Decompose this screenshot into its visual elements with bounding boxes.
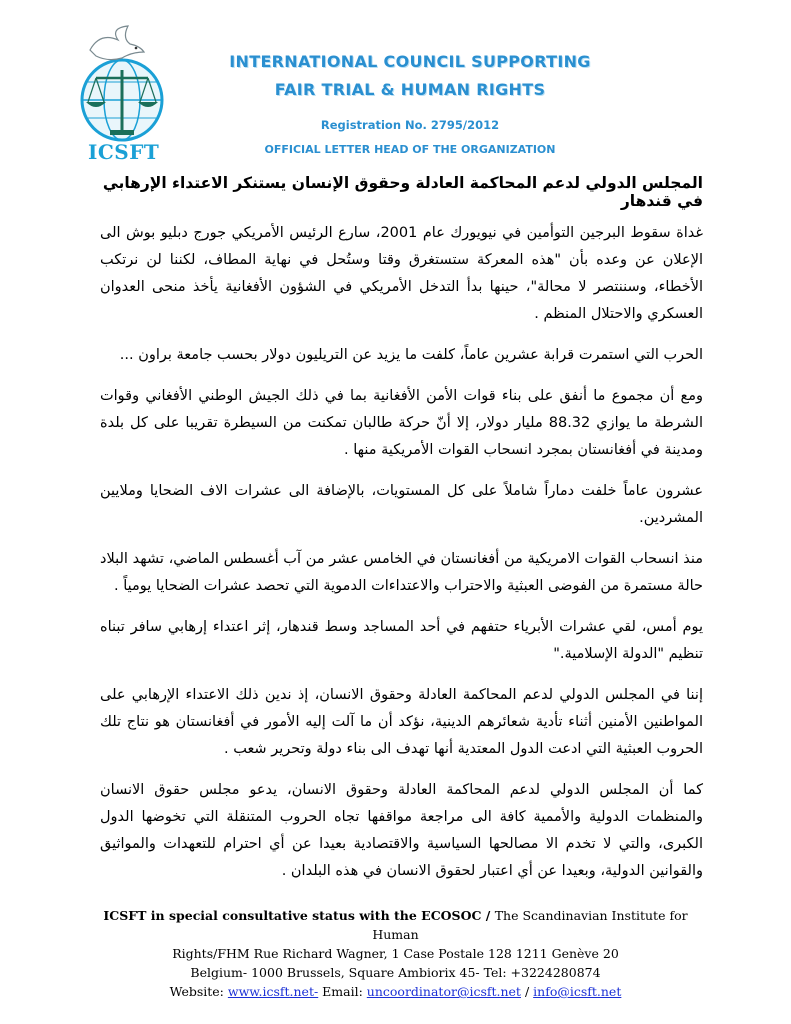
email-label: Email: bbox=[318, 984, 367, 999]
footer-line-1 bbox=[80, 906, 711, 944]
website-link[interactable]: www.icsft.net- bbox=[227, 984, 319, 999]
email-link-info[interactable]: info@icsft.net bbox=[533, 984, 622, 999]
email-separator: / bbox=[520, 984, 534, 999]
email-link-coordinator[interactable]: uncoordinator@icsft.net bbox=[366, 984, 521, 999]
website-label: Website: bbox=[169, 984, 228, 999]
paragraph: يوم أمس، لقي عشرات الأبرياء حتفهم في أحد المساجد وسط قندهار، إثر اعتداء إرهابي سافر تبناه تنظيم "الدولة الإسلامية." bbox=[100, 619, 703, 662]
footer-contact bbox=[80, 982, 711, 1001]
letter-footer bbox=[80, 906, 711, 1001]
letterhead-caption: OFFICIAL LETTER HEAD OF THE ORGANIZATION bbox=[264, 143, 556, 156]
paragraph: عشرون عاماً خلفت دماراً شاملاً على كل المستويات، بالإضافة الى عشرات الاف الضحايا وملايين المشردين. bbox=[100, 483, 703, 526]
paragraph: منذ انسحاب القوات الامريكية من أفغانستان في الخامس عشر من آب أغسطس الماضي، تشهد البلاد حالة مستمرة من الفوضى العبثية والاحتراب والاعتداءات الدموية التي تحصد عشرات الضحايا يومياً . bbox=[100, 551, 703, 594]
org-name-line2: FAIR TRIAL & HUMAN RIGHTS bbox=[274, 80, 546, 99]
paragraph: ومع أن مجموع ما أنفق على بناء قوات الأمن الأفغانية بما في ذلك الجيش الوطني الأفغاني وقوات الشرطة ما يوازي 88.32 مليار دولار، إلا أنّ حركة طالبان تمكنت من السيطرة تقريبا على كل بلدة ومدينة في أفغانستان بمجرد انسحاب القوات الأمريكية منها . bbox=[100, 388, 704, 458]
paragraph: إننا في المجلس الدولي لدعم المحاكمة العادلة وحقوق الانسان، إذ ندين ذلك الاعتداء الإرهابي على المواطنين الأمنين أثناء تأدية شعائرهم الدينية، نؤكد أن ما آلت إليه الأمور في أفغانستان هو نتاج تلك الحروب العبثية التي ادعت الدول المعتدية أنها تهدف الى بناء دولة وتحرير شعب . bbox=[100, 687, 703, 757]
registration-number: Registration No. 2795/2012 bbox=[320, 118, 500, 132]
consultative-status: ICSFT in special consultative status with the ECOSOC / bbox=[103, 908, 495, 923]
letter-body bbox=[100, 174, 703, 899]
paragraph: الحرب التي استمرت قرابة عشرين عاماً، كلفت ما يزيد عن التريليون دولار بحسب جامعة براون ... bbox=[119, 347, 703, 363]
paragraph: غداة سقوط البرجين التوأمين في نيويورك عام 2001، سارع الرئيس الأمريكي جورج دبليو بوش الى الإعلان عن وعده بأن "هذه المعركة ستستغرق وقتا وستُحل في نهاية المطاف، لكننا لن نرتكب الأخطاء، وسننتصر لا محالة"، حينها بدأ التدخل الأمريكي في الشؤون الأفغانية يأخذ منحى العدوان العسكري والاحتلال المنظم . bbox=[100, 225, 703, 322]
paragraph: كما أن المجلس الدولي لدعم المحاكمة العادلة وحقوق الانسان، يدعو مجلس حقوق الانسان والمنظمات الدولية والأممية كافة الى مراجعة مواقفها تجاه الحروب المتنقلة التي تخوضها الدول الكبرى، والتي لا تخدم الا مصالحها السياسية والاقتصادية بعيدا عن أي احترام للتعهدات والمواثيق والقوانين الدولية، وبعيدا عن أي اعتبار لحقوق الانسان في هذه البلدان . bbox=[100, 782, 703, 879]
institute-name: The Scandinavian Institute for Human bbox=[372, 908, 688, 942]
document-title: المجلس الدولي لدعم المحاكمة العادلة وحقوق الإنسان يستنكر الاعتداء الإرهابي في قندهار bbox=[102, 174, 703, 210]
logo-text: ICSFT bbox=[88, 140, 160, 164]
footer-address-2: Belgium- 1000 Brussels, Square Ambiorix 45- Tel: +3224280874 bbox=[190, 965, 601, 980]
footer-address-1: Rights/FHM Rue Richard Wagner, 1 Case Postale 128 1211 Genève 20 bbox=[172, 946, 619, 961]
org-name-line1: INTERNATIONAL COUNCIL SUPPORTING bbox=[229, 52, 591, 71]
